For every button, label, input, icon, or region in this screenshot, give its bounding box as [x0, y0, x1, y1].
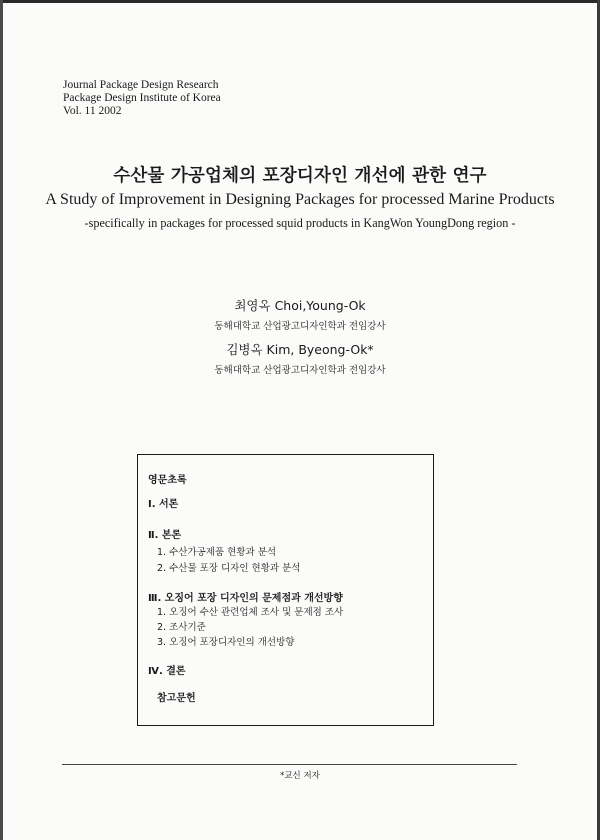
- toc-abstract: 영문초록: [148, 475, 187, 486]
- toc-section-3-item-1: 1. 오징어 수산 관련업체 조사 및 문제점 조사: [157, 607, 344, 618]
- footnote-corresponding-author: *교신 저자: [280, 771, 320, 781]
- author-2-name: [0, 340, 600, 358]
- toc-section-2-item-2: 2. 수산물 포장 디자인 현황과 분석: [157, 563, 301, 574]
- title-english: A Study of Improvement in Designing Packages for processed Marine Products: [45, 191, 555, 208]
- page-edge-top: [0, 0, 600, 3]
- author-2: [0, 340, 600, 376]
- journal-header: [63, 79, 221, 118]
- footnote-divider: [62, 764, 517, 765]
- toc-section-3-item-2: 2. 조사기준: [157, 622, 206, 633]
- toc-section-1: Ⅰ. 서론: [148, 499, 179, 510]
- author-2-name-ko: 김병옥: [226, 342, 263, 357]
- title-korean: 수산물 가공업체의 포장디자인 개선에 관한 연구: [113, 166, 487, 186]
- author-1: [0, 296, 600, 332]
- author-1-name-en: Choi,Young-Ok: [274, 298, 366, 313]
- journal-publisher: Package Design Institute of Korea: [63, 92, 221, 104]
- author-2-affiliation: 동해대학교 산업광고디자인학과 전임강사: [214, 365, 386, 376]
- toc-section-4: Ⅳ. 결론: [148, 666, 186, 677]
- author-1-name: [0, 296, 600, 314]
- author-1-affiliation: 동해대학교 산업광고디자인학과 전임강사: [214, 321, 386, 332]
- toc-references: 참고문헌: [157, 693, 196, 704]
- author-1-name-ko: 최영옥: [234, 298, 271, 313]
- toc-section-2: Ⅱ. 본론: [148, 530, 182, 541]
- author-2-name-en: Kim, Byeong-Ok*: [266, 342, 374, 357]
- toc-section-3: Ⅲ. 오징어 포장 디자인의 문제점과 개선방향: [148, 593, 343, 604]
- journal-volume: Vol. 11 2002: [63, 105, 122, 117]
- toc-section-3-item-3: 3. 오징어 포장디자인의 개선방향: [157, 637, 295, 648]
- toc-section-2-item-1: 1. 수산가공제품 현황과 분석: [157, 547, 277, 558]
- table-of-contents: [137, 454, 434, 726]
- page-edge-left: [0, 0, 3, 840]
- journal-name: Journal Package Design Research: [63, 79, 219, 91]
- subtitle-english: -specifically in packages for processed squid products in KangWon YoungDong region -: [84, 216, 516, 230]
